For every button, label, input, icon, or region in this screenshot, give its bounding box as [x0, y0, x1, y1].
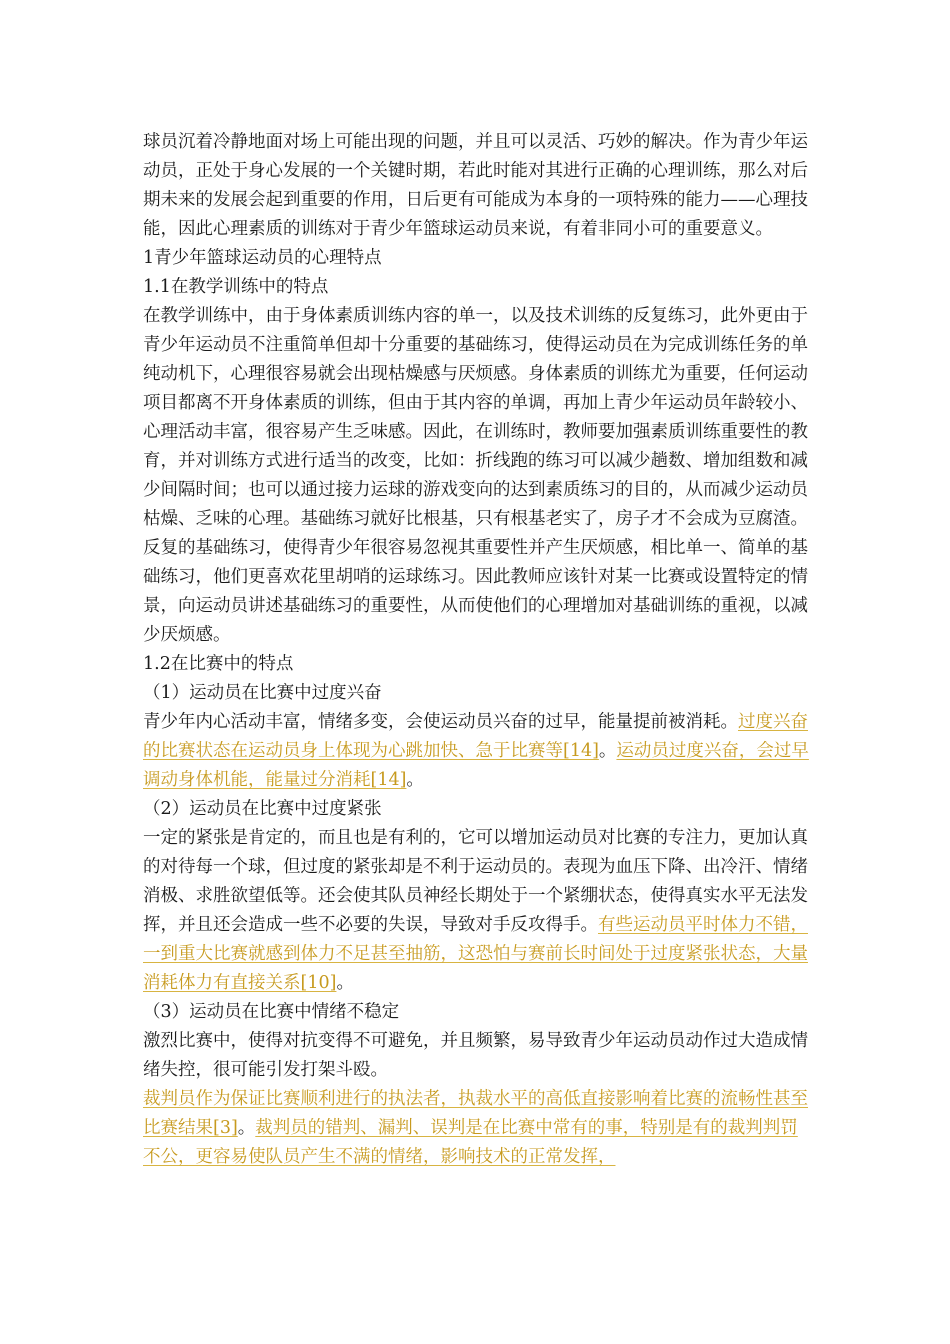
- referee-separator: 。: [237, 1118, 256, 1138]
- section-heading-1-text: 1青少年篮球运动员的心理特点: [143, 248, 382, 268]
- intro-text: 球员沉着冷静地面对场上可能出现的问题，并且可以灵活、巧妙的解决。作为青少年运动员，正处于身心发展的一个关键时期，若此时能对其进行正确的心理训练，那么对后期未来的发展会起到重要的作用，日后更有可能成为本身的一项特殊的能力——心理技能，因此心理素质的训练对于青少年篮球运动员来说，有着非同小可的重要意义。: [143, 132, 808, 239]
- excitement-citation-highlight-1: 过度兴奋的比赛状态在运动员身上体现为心跳加快、急于比赛等[14]: [143, 712, 808, 761]
- emotion-heading: [143, 998, 815, 1027]
- excitement-citation-highlight-2: 运动员过度兴奋，会过早调动身体机能，能量过分消耗[14]: [143, 741, 809, 790]
- excitement-heading-text: （1）运动员在比赛中过度兴奋: [143, 683, 382, 703]
- training-paragraph: [143, 302, 815, 650]
- referee-citation-highlight-1: 裁判员作为保证比赛顺利进行的执法者，执裁水平的高低直接影响着比赛的流畅性甚至比赛结果[3]: [143, 1089, 808, 1138]
- subsection-heading-1-2: [143, 650, 815, 679]
- intro-paragraph: [143, 128, 815, 244]
- emotion-paragraph: [143, 1027, 815, 1085]
- tension-heading: [143, 795, 815, 824]
- section-heading-1: [143, 244, 815, 273]
- referee-paragraph: [143, 1085, 815, 1172]
- subsection-heading-1-1-text: 1.1在教学训练中的特点: [143, 277, 329, 297]
- excitement-separator: 。: [598, 741, 617, 761]
- tension-heading-text: （2）运动员在比赛中过度紧张: [143, 799, 382, 819]
- excitement-heading: [143, 679, 815, 708]
- emotion-heading-text: （3）运动员在比赛中情绪不稳定: [143, 1002, 400, 1022]
- tension-citation-highlight: 有些运动员平时体力不错，一到重大比赛就感到体力不足甚至抽筋，这恐怕与赛前长时间处于过度紧张状态，大量消耗体力有直接关系[10]: [143, 915, 808, 993]
- emotion-text: 激烈比赛中，使得对抗变得不可避免，并且频繁，易导致青少年运动员动作过大造成情绪失控，很可能引发打架斗殴。: [143, 1031, 808, 1080]
- excitement-text: 青少年内心活动丰富，情绪多变，会使运动员兴奋的过早，能量提前被消耗。: [143, 712, 738, 732]
- tension-paragraph: [143, 824, 815, 998]
- subsection-heading-1-2-text: 1.2在比赛中的特点: [143, 654, 294, 674]
- excitement-end-mark: 。: [406, 770, 424, 790]
- excitement-paragraph: [143, 708, 815, 795]
- document-page: [143, 128, 815, 1172]
- tension-text: 一定的紧张是肯定的，而且也是有利的，它可以增加运动员对比赛的专注力，更加认真的对待每一个球，但过度的紧张却是不利于运动员的。表现为血压下降、出冷汗、情绪消极、求胜欲望低等。还会使其队员神经长期处于一个紧绷状态，使得真实水平无法发挥，并且还会造成一些不必要的失误，导致对手反攻得手。: [143, 828, 808, 935]
- tension-end-mark: 。: [336, 973, 354, 993]
- referee-highlight-2: 裁判员的错判、漏判、误判是在比赛中常有的事，特别是有的裁判判罚不公，更容易使队员产生不满的情绪，影响技术的正常发挥，: [143, 1118, 798, 1167]
- subsection-heading-1-1: [143, 273, 815, 302]
- training-text: 在教学训练中，由于身体素质训练内容的单一，以及技术训练的反复练习，此外更由于青少年运动员不注重简单但却十分重要的基础练习，使得运动员在为完成训练任务的单纯动机下，心理很容易就会出现枯燥感与厌烦感。身体素质的训练尤为重要，任何运动项目都离不开身体素质的训练，但由于其内容的单调，再加上青少年运动员年龄较小、心理活动丰富，很容易产生乏味感。因此，在训练时，教师要加强素质训练重要性的教育，并对训练方式进行适当的改变，比如：折线跑的练习可以减少趟数、增加组数和减少间隔时间；也可以通过接力运球的游戏变向的达到素质练习的目的，从而减少运动员枯燥、乏味的心理。基础练习就好比根基，只有根基老实了，房子才不会成为豆腐渣。反复的基础练习，使得青少年很容易忽视其重要性并产生厌烦感，相比单一、简单的基础练习，他们更喜欢花里胡哨的运球练习。因此教师应该针对某一比赛或设置特定的情景，向运动员讲述基础练习的重要性，从而使他们的心理增加对基础训练的重视，以减少厌烦感。: [143, 306, 808, 645]
